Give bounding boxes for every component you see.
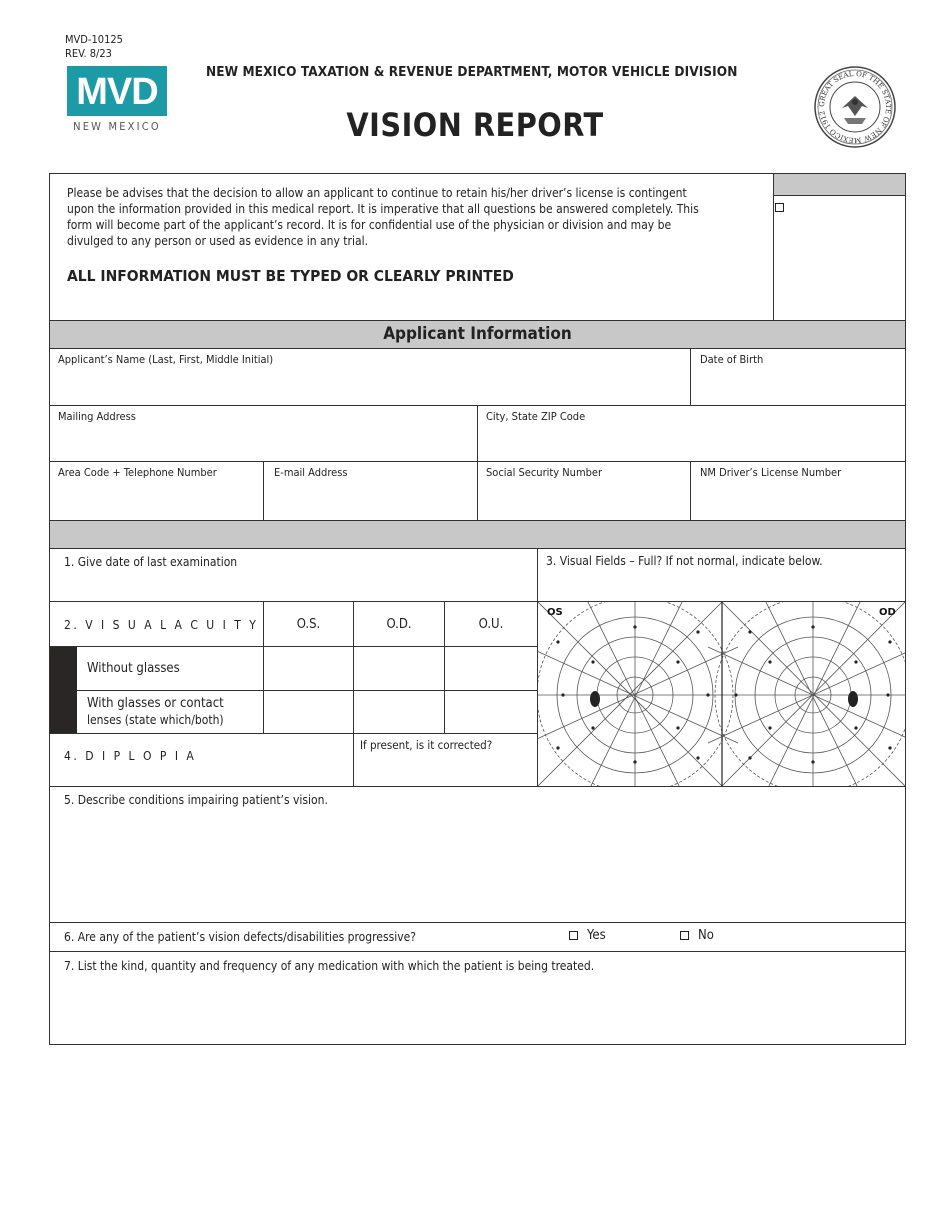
telephone-label: Area Code + Telephone Number xyxy=(58,466,217,479)
question-1: 1. Give date of last examination xyxy=(64,555,238,569)
question-3: 3. Visual Fields – Full? If not normal, indicate below. xyxy=(546,554,823,568)
left-blind-spot xyxy=(590,691,600,707)
chart-label-od: OD xyxy=(879,607,896,618)
progressive-yes-option[interactable] xyxy=(569,928,606,943)
progressive-no-label: No xyxy=(698,928,714,943)
question-7: 7. List the kind, quantity and frequency of any medication with which the patient is being treated. xyxy=(64,959,595,973)
medication-field[interactable] xyxy=(50,952,905,1044)
question-6: 6. Are any of the patient’s vision defects/disabilities progressive? xyxy=(64,930,416,944)
chart-label-os: OS xyxy=(547,607,563,618)
acuity-row-marker xyxy=(50,647,77,733)
mvd-logo-subtitle: NEW MEXICO xyxy=(73,120,161,133)
page-title: VISION REPORT xyxy=(346,106,604,144)
progressive-yes-checkbox[interactable] xyxy=(569,931,578,940)
right-blind-spot xyxy=(848,691,858,707)
progressive-no-checkbox[interactable] xyxy=(680,931,689,940)
mvd-logo: MVD xyxy=(67,66,167,116)
diplopia-corrected-label: If present, is it corrected? xyxy=(360,738,493,752)
with-glasses-os-input[interactable] xyxy=(264,691,353,733)
state-seal-icon xyxy=(814,66,896,148)
seal-text: GREAT SEAL OF THE STATE OF NEW MEXICO 1912 xyxy=(817,69,893,145)
form-revision: REV. 8/23 xyxy=(65,47,112,60)
email-field[interactable] xyxy=(264,462,477,520)
notice-text xyxy=(67,185,757,249)
with-glasses-ou-input[interactable] xyxy=(445,691,537,733)
column-os: O.S. xyxy=(296,617,321,632)
city-state-zip-label: City, State ZIP Code xyxy=(486,410,586,423)
question-4: 4. D I P L O P I A xyxy=(64,749,197,763)
section-divider xyxy=(50,521,905,548)
last-examination-field[interactable] xyxy=(50,549,537,601)
column-od: O.D. xyxy=(386,617,412,632)
applicant-name-label: Applicant’s Name (Last, First, Middle Initial) xyxy=(58,353,274,366)
ssn-label: Social Security Number xyxy=(486,466,603,479)
drivers-license-field[interactable] xyxy=(691,462,905,520)
office-use-checkbox[interactable] xyxy=(775,197,784,216)
column-ou: O.U. xyxy=(478,617,504,632)
right-eye-field xyxy=(708,602,905,786)
with-glasses-od-input[interactable] xyxy=(354,691,444,733)
progressive-no-option[interactable] xyxy=(680,928,714,943)
diplopia-corrected-field[interactable] xyxy=(354,734,537,786)
notice-line-1: Please be advises that the decision to allow an applicant to continue to retain his/her driver’s license is contingent xyxy=(67,186,687,200)
row-without-glasses: Without glasses xyxy=(87,661,180,676)
mailing-address-label: Mailing Address xyxy=(58,410,136,423)
visual-fields-field[interactable] xyxy=(538,549,905,601)
without-glasses-os-input[interactable] xyxy=(264,647,353,689)
notice-line-2: upon the information provided in this medical report. It is imperative that all questions be answered completely. This xyxy=(67,202,699,216)
applicant-section-title: Applicant Information xyxy=(50,321,905,348)
progressive-yes-label: Yes xyxy=(587,928,606,943)
drivers-license-label: NM Driver’s License Number xyxy=(700,466,842,479)
city-state-zip-field[interactable] xyxy=(478,406,905,461)
telephone-field[interactable] xyxy=(50,462,263,520)
notice-line-3: form will become part of the applicant’s record. It is for confidential use of the physician or division and may be xyxy=(67,218,672,232)
department-heading: NEW MEXICO TAXATION & REVENUE DEPARTMENT, MOTOR VEHICLE DIVISION xyxy=(206,64,738,80)
conditions-field[interactable] xyxy=(50,787,905,921)
office-use-header xyxy=(774,174,905,195)
visual-field-chart[interactable] xyxy=(538,602,905,786)
question-2: 2. V I S U A L A C U I T Y xyxy=(64,618,259,632)
without-glasses-od-input[interactable] xyxy=(354,647,444,689)
form-number-block xyxy=(65,33,123,61)
notice-emphasis: ALL INFORMATION MUST BE TYPED OR CLEARLY PRINTED xyxy=(67,267,514,285)
ssn-field[interactable] xyxy=(478,462,690,520)
question-5: 5. Describe conditions impairing patient’s vision. xyxy=(64,793,328,807)
row-with-glasses-line1: With glasses or contact xyxy=(87,696,224,711)
form-number: MVD-10125 xyxy=(65,33,123,46)
without-glasses-ou-input[interactable] xyxy=(445,647,537,689)
mailing-address-field[interactable] xyxy=(50,406,477,461)
date-of-birth-field[interactable] xyxy=(691,349,905,405)
row-with-glasses-line2: lenses (state which/both) xyxy=(87,713,224,727)
notice-line-4: divulged to any person or used as evidence in any trial. xyxy=(67,234,369,248)
email-label: E-mail Address xyxy=(274,466,348,479)
applicant-name-field[interactable] xyxy=(50,349,690,405)
date-of-birth-label: Date of Birth xyxy=(700,353,764,366)
